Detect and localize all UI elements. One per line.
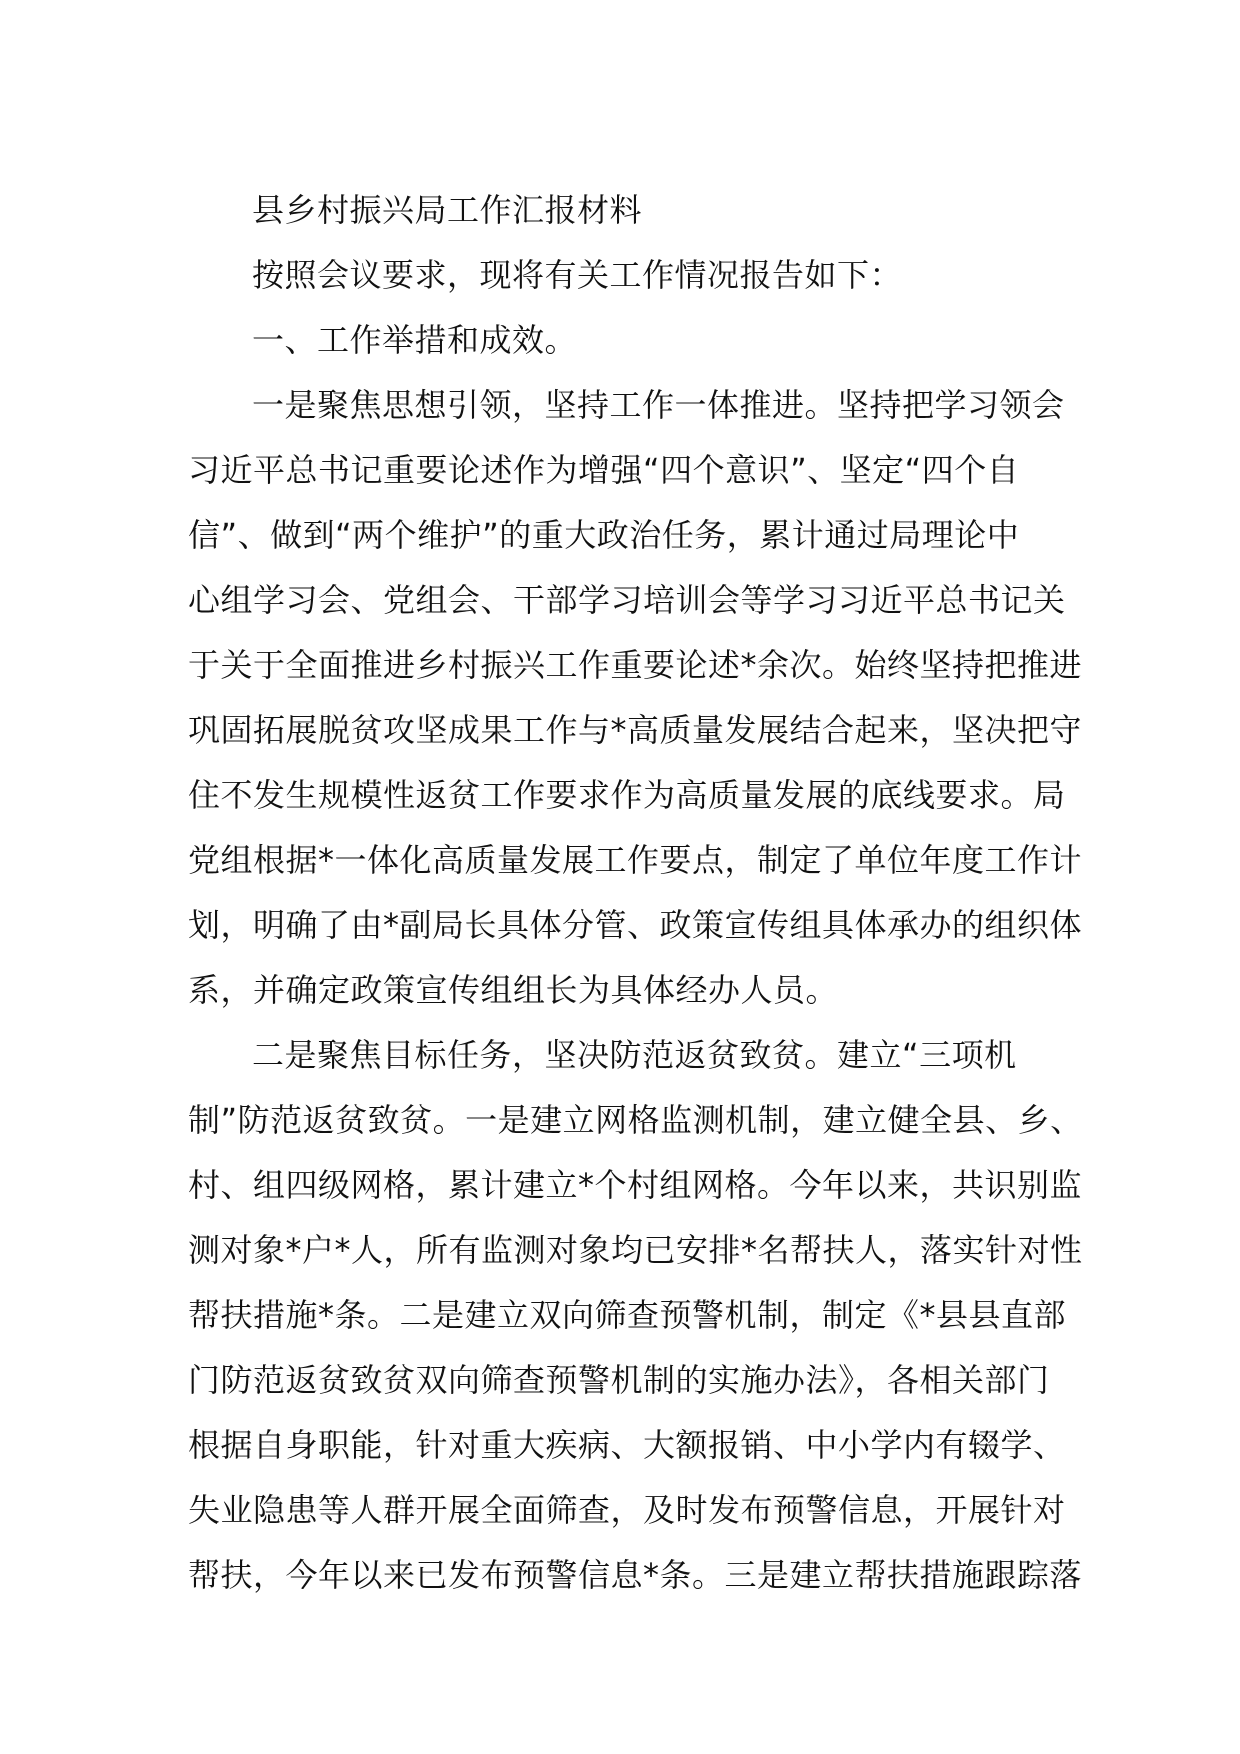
paragraph-line: 帮扶，今年以来已发布预警信息*条。三是建立帮扶措施跟踪落 xyxy=(188,1556,1083,1594)
paragraph-line: 测对象*户*人，所有监测对象均已安排*名帮扶人，落实针对性 xyxy=(188,1231,1083,1269)
paragraph-line: 失业隐患等人群开展全面筛查，及时发布预警信息，开展针对 xyxy=(188,1491,1066,1529)
paragraph-line: 制”防范返贫致贫。一是建立网格监测机制，建立健全县、乡、 xyxy=(188,1101,1083,1139)
paragraph-line: 住不发生规模性返贫工作要求作为高质量发展的底线要求。局 xyxy=(188,776,1066,814)
section-heading: 一、工作举措和成效。 xyxy=(252,321,578,359)
document-body xyxy=(188,178,1083,1608)
paragraph-line: 信”、做到“两个维护”的重大政治任务，累计通过局理论中 xyxy=(188,516,1020,554)
paragraph-2 xyxy=(188,1023,1083,1608)
paragraph-line: 门防范返贫致贫双向筛查预警机制的实施办法》，各相关部门 xyxy=(188,1361,1050,1399)
paragraph-line: 村、组四级网格，累计建立*个村组网格。今年以来，共识别监 xyxy=(188,1166,1083,1204)
paragraph-1 xyxy=(188,373,1083,1023)
paragraph-line: 于关于全面推进乡村振兴工作重要论述*余次。始终坚持把推进 xyxy=(188,646,1083,684)
paragraph-line: 一是聚焦思想引领，坚持工作一体推进。坚持把学习领会 xyxy=(252,386,1065,424)
paragraph-line: 党组根据*一体化高质量发展工作要点，制定了单位年度工作计 xyxy=(188,841,1083,879)
paragraph-line: 二是聚焦目标任务，坚决防范返贫致贫。建立“三项机 xyxy=(252,1036,1017,1074)
paragraph-line: 巩固拓展脱贫攻坚成果工作与*高质量发展结合起来，坚决把守 xyxy=(188,711,1083,749)
intro-line: 按照会议要求，现将有关工作情况报告如下： xyxy=(252,256,903,294)
paragraph-line: 心组学习会、党组会、干部学习培训会等学习习近平总书记关 xyxy=(188,581,1066,619)
paragraph-line: 划，明确了由*副局长具体分管、政策宣传组具体承办的组织体 xyxy=(188,906,1083,944)
paragraph-line: 根据自身职能，针对重大疾病、大额报销、中小学内有辍学、 xyxy=(188,1426,1066,1464)
paragraph-line: 帮扶措施*条。二是建立双向筛查预警机制，制定《*县县直部 xyxy=(188,1296,1067,1334)
paragraph-line: 系，并确定政策宣传组组长为具体经办人员。 xyxy=(188,971,839,1009)
document-title: 县乡村振兴局工作汇报材料 xyxy=(252,191,643,229)
paragraph-line: 习近平总书记重要论述作为增强“四个意识”、坚定“四个自 xyxy=(188,451,1020,489)
